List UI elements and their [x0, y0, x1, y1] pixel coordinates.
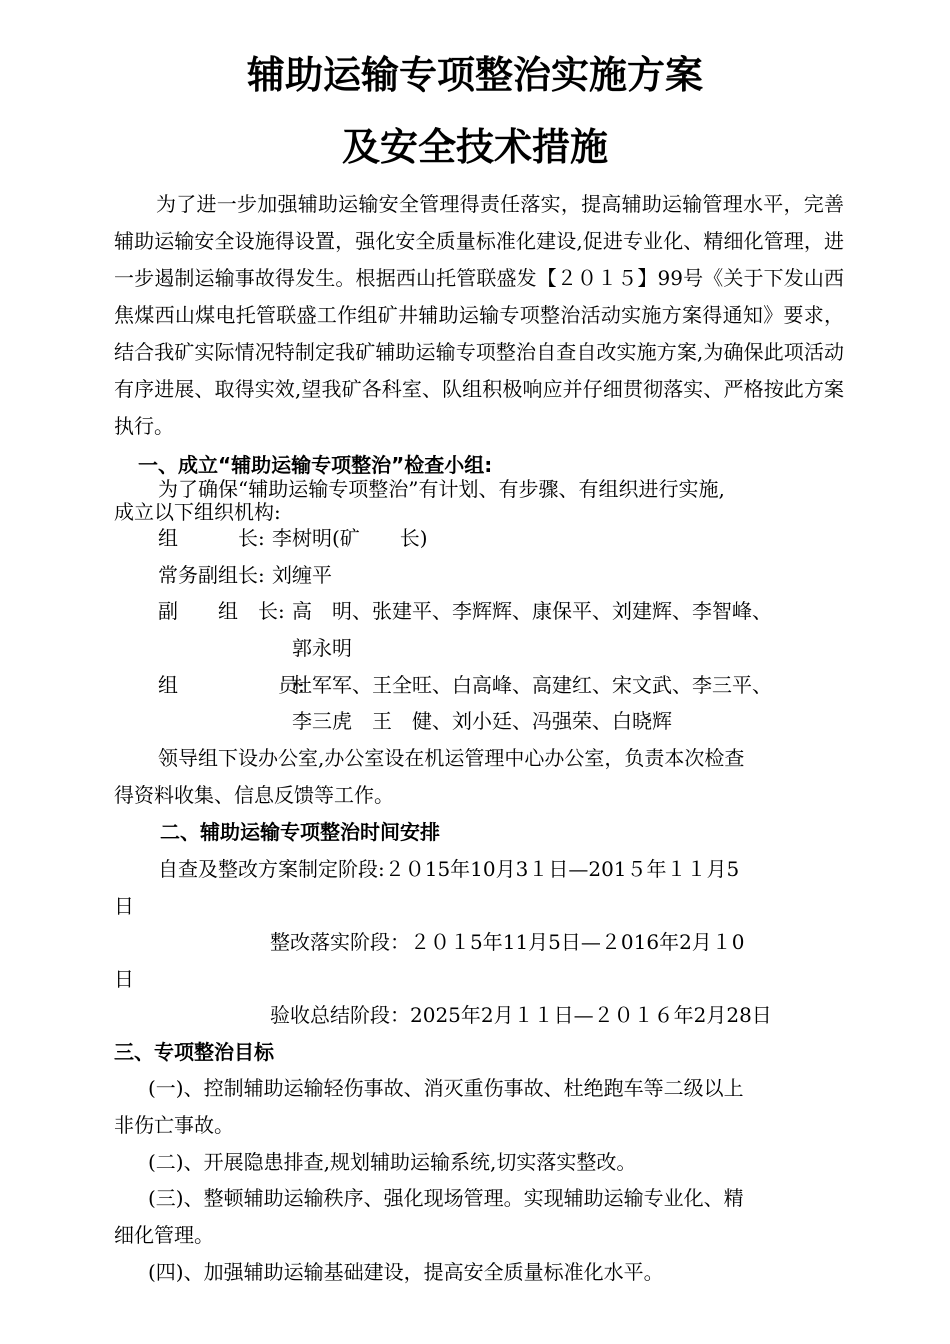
goal-item3-line2: 细化管理。 [114, 1223, 214, 1247]
leader-value: 李树明(矿 长) [272, 526, 428, 550]
document-title-line2: 及安全技术措施 [341, 125, 608, 169]
leader-label: 组 长: [158, 526, 265, 550]
deputy-exec-label: 常务副组长: [158, 563, 265, 587]
goal-item2: (二)、开展隐患排查,规划辅助运输系统,切实落实整改。 [148, 1150, 637, 1174]
document-title-line1: 辅助运输专项整治实施方案 [246, 53, 703, 97]
deputy-value-line2: 郭永明 [292, 636, 352, 660]
section1-heading: 一、成立“辅助运输专项整治”检查小组: [138, 453, 493, 477]
section1-intro [114, 478, 844, 524]
member-value-line1: 杜军军、王全旺、白高峰、高建红、宋文武、李三平、 [292, 673, 772, 697]
section1-intro-line1: 为了确保“辅助运输专项整治”有计划、有步骤、有组织进行实施, [158, 477, 725, 501]
stage2-line2: 日 [114, 967, 134, 991]
section2-heading: 二、辅助运输专项整治时间安排 [160, 820, 440, 844]
member-label: 组 员: [158, 673, 305, 697]
office-line1: 领导组下设办公室,办公室设在机运管理中心办公室，负责本次检查 [158, 746, 745, 770]
stage2-line1: 整改落实阶段：２０１5年11月5日—２016年2月１0 [270, 930, 745, 954]
member-value-line2: 李三虎 王 健、刘小廷、冯强荣、白晓辉 [292, 709, 672, 733]
section1-intro-line2: 成立以下组织机构: [114, 500, 281, 524]
stage3: 验收总结阶段：2025年2月１１日—２０１６年2月28日 [270, 1003, 772, 1027]
goal-item1-line1: (一)、控制辅助运输轻伤事故、消灭重伤事故、杜绝跑车等二级以上 [148, 1076, 744, 1100]
office-line2: 得资料收集、信息反馈等工作。 [114, 783, 394, 807]
intro-paragraph: 为了进一步加强辅助运输安全管理得责任落实，提高辅助运输管理水平，完善辅助运输安全设施得设置，强化安全质量标准化建设,促进专业化、精细化管理，进一步遏制运输事故得发生。根据西山托管联盛发【２０１５】99号《关于下发山西焦煤西山煤电托管联盛工作组矿井辅助运输专项整治活动实施方案得通知》要求，结合我矿实际情况特制定我矿辅助运输专项整治自查自改实施方案,为确保此项活动有序进展、取得实效,望我矿各科室、队组积极响应并仔细贯彻落实、严格按此方案执行。 [114, 192, 844, 438]
goal-item1-line2: 非伤亡事故。 [114, 1113, 234, 1137]
deputy-exec-value: 刘缠平 [272, 563, 332, 587]
section3-heading: 三、专项整治目标 [114, 1040, 274, 1064]
goal-item4: (四)、加强辅助运输基础建设，提高安全质量标准化水平。 [148, 1260, 664, 1284]
deputy-value-line1: 高 明、张建平、李辉辉、康保平、刘建辉、李智峰、 [292, 599, 772, 623]
stage1-line1: 自查及整改方案制定阶段:２０15年10月3１日—201５年１１月5 [158, 857, 740, 881]
intro-paragraph-block [114, 186, 844, 445]
deputy-label: 副 组 长: [158, 599, 285, 623]
stage1-line2: 日 [114, 894, 134, 918]
goal-item3-line1: (三)、整顿辅助运输秩序、强化现场管理。实现辅助运输专业化、精 [148, 1186, 744, 1210]
